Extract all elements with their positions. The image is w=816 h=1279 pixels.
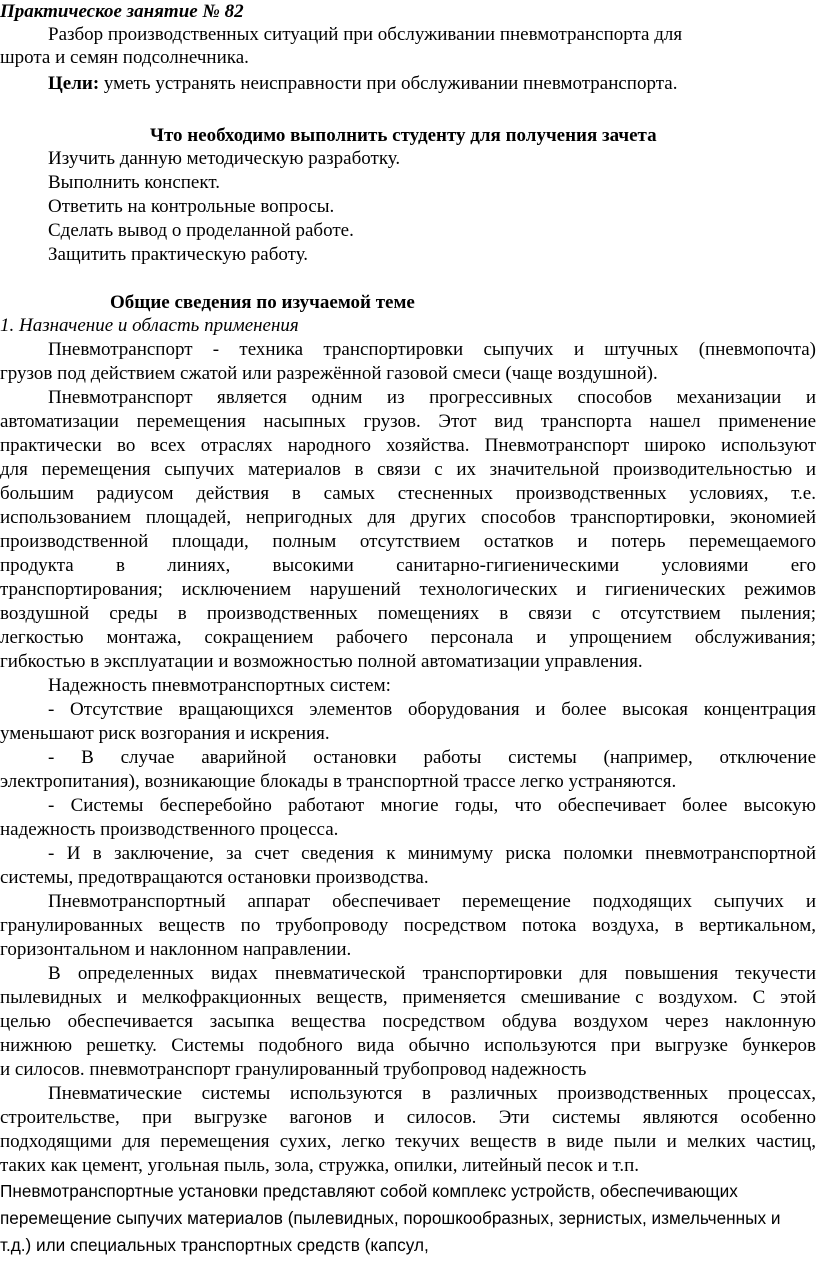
footer-line: Пневмотранспортные установки представляют собой комплекс устройств, обеспечивающих (0, 1181, 738, 1201)
footer-line: т.д.) или специальных транспортных средств (капсул, (0, 1235, 429, 1255)
body-line: подходящими для перемещения сухих, легко текучих веществ в виде пыли и мелких частиц, (0, 1131, 816, 1152)
body-line: - Системы бесперебойно работают многие годы, что обеспечивает более высокую (48, 795, 816, 816)
body-line: использованием площадей, непригодных для других способов транспортировки, экономией (0, 507, 816, 528)
body-line: Пневматические системы используются в различных производственных процессах, (48, 1083, 816, 1104)
body-line: транспортирования; исключением нарушений технологических и гигиенических режимов (0, 579, 816, 600)
body-line: - В случае аварийной остановки работы системы (например, отключение (48, 747, 816, 768)
overview-heading: Общие сведения по изучаемой теме (110, 292, 415, 313)
task-item: Ответить на контрольные вопросы. (48, 196, 335, 217)
goals-line (0, 72, 816, 96)
footer-line: перемещение сыпучих материалов (пылевидных, порошкообразных, зернистых, измельченных и (0, 1208, 781, 1228)
task-item: Изучить данную методическую разработку. (48, 148, 401, 169)
body-line: автоматизации перемещения насыпных грузов. Этот вид транспорта нашел применение (0, 411, 816, 432)
body-line: Надежность пневмотранспортных систем: (48, 675, 391, 696)
goals-label: Цели: (48, 73, 100, 94)
body-line: уменьшают риск возгорания и искрения. (0, 723, 330, 744)
body-line: Пневмотранспорт - техника транспортировки сыпучих и штучных (пневмопочта) (48, 339, 816, 360)
body-line: системы, предотвращаются остановки производства. (0, 867, 429, 888)
body-line: продукта в линиях, высокими санитарно-гигиеническими условиями его (0, 555, 816, 576)
body-line: производственной площади, полным отсутствием остатков и потерь перемещаемого (0, 531, 816, 552)
overview-subheading: 1. Назначение и область применения (0, 315, 299, 336)
task-item: Выполнить конспект. (48, 172, 220, 193)
body-line: для перемещения сыпучих материалов в связи с их значительной производительностью и (0, 459, 816, 480)
body-line: грузов под действием сжатой или разрежённой газовой смеси (чаще воздушной). (0, 363, 658, 384)
body-line: практически во всех отраслях народного хозяйства. Пневмотранспорт широко используют (0, 435, 816, 456)
body-line: строительстве, при выгрузке вагонов и силосов. Эти системы являются особенно (0, 1107, 816, 1128)
body-line: В определенных видах пневматической транспортировки для повышения текучести (48, 963, 816, 984)
body-line: воздушной среды в производственных помещениях в связи с отсутствием пыления; (0, 603, 816, 624)
body-line: большим радиусом действия в самых стесненных производственных условиях, т.е. (0, 483, 816, 504)
topic-line-1: Разбор производственных ситуаций при обслуживании пневмотранспорта для (48, 24, 683, 45)
task-item: Сделать вывод о проделанной работе. (48, 220, 354, 241)
body-line: гибкостью в эксплуатации и возможностью полной автоматизации управления. (0, 651, 643, 672)
body-line: пылевидных и мелкофракционных веществ, применяется смешивание с воздухом. С этой (0, 987, 816, 1008)
body-line: надежность производственного процесса. (0, 819, 339, 840)
body-line: целью обеспечивается засыпка вещества посредством обдува воздухом через наклонную (0, 1011, 816, 1032)
body-line: горизонтальном и наклонном направлении. (0, 939, 352, 960)
body-line: Пневмотранспортный аппарат обеспечивает перемещение подходящих сыпучих и (48, 891, 816, 912)
task-item: Защитить практическую работу. (48, 244, 309, 265)
body-line: гранулированных веществ по трубопроводу посредством потока воздуха, в вертикальном, (0, 915, 816, 936)
body-line: - И в заключение, за счет сведения к минимуму риска поломки пневмотранспортной (48, 843, 816, 864)
lesson-title: Практическое занятие № 82 (0, 1, 244, 22)
body-line: и силосов. пневмотранспорт гранулированный трубопровод надежность (0, 1059, 587, 1080)
topic-line-2: шрота и семян подсолнечника. (0, 47, 249, 68)
body-line: таких как цемент, угольная пыль, зола, стружка, опилки, литейный песок и т.п. (0, 1155, 640, 1176)
tasks-heading: Что необходимо выполнить студенту для получения зачета (150, 125, 657, 146)
body-line: Пневмотранспорт является одним из прогрессивных способов механизации и (48, 387, 816, 408)
body-line: - Отсутствие вращающихся элементов оборудования и более высокая концентрация (48, 699, 816, 720)
body-line: легкостью монтажа, сокращением рабочего персонала и упрощением обслуживания; (0, 627, 816, 648)
body-line: электропитания), возникающие блокады в транспортной трассе легко устраняются. (0, 771, 677, 792)
body-line: нижнюю решетку. Системы подобного вида обычно используются при выгрузке бункеров (0, 1035, 816, 1056)
goals-text: уметь устранять неисправности при обслуживании пневмотранспорта. (99, 73, 678, 94)
